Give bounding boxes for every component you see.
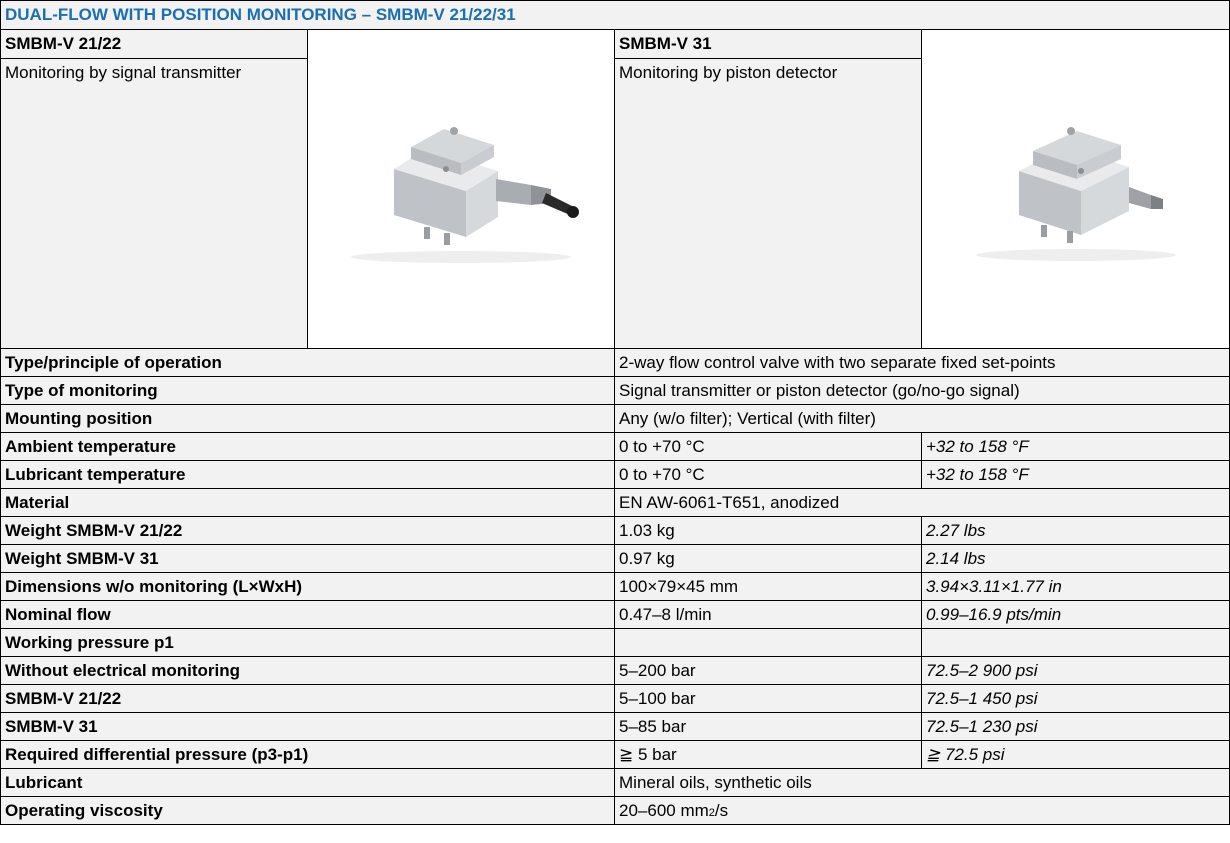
product-image-cell-1 — [308, 30, 615, 349]
valve-with-signal-transmitter-image — [326, 109, 596, 269]
spec-row — [1, 545, 1230, 573]
spec-value-metric: 0.47–8 l/min — [615, 601, 922, 629]
spec-label: Weight SMBM-V 21/22 — [1, 517, 615, 545]
spec-value: Any (w/o filter); Vertical (with filter) — [615, 405, 1230, 433]
spec-row — [1, 377, 1230, 405]
spec-value-metric: 5–85 bar — [615, 713, 922, 741]
spec-value-metric: 1.03 kg — [615, 517, 922, 545]
spec-value-imperial — [922, 629, 1230, 657]
spec-value-metric: 5–100 bar — [615, 685, 922, 713]
spec-row — [1, 489, 1230, 517]
spec-row — [1, 741, 1230, 769]
spec-label: Weight SMBM-V 31 — [1, 545, 615, 573]
spec-value-imperial: +32 to 158 °F — [922, 433, 1230, 461]
product-name-smbm-v-31: SMBM-V 31 — [615, 30, 922, 59]
spec-value-metric: 0 to +70 °C — [615, 433, 922, 461]
spec-value-imperial: 72.5–2 900 psi — [922, 657, 1230, 685]
product-name-smbm-v-21-22: SMBM-V 21/22 — [1, 30, 308, 59]
spec-value-imperial: 0.99–16.9 pts/min — [922, 601, 1230, 629]
spec-value-metric — [615, 629, 922, 657]
spec-row — [1, 797, 1230, 825]
spec-row — [1, 433, 1230, 461]
spec-label: Working pressure p1 — [1, 629, 615, 657]
spec-value-exponent: 2 — [708, 806, 715, 819]
table-title: DUAL-FLOW WITH POSITION MONITORING – SMBM-V 21/22/31 — [1, 1, 1230, 30]
spec-value-suffix: /s — [714, 800, 729, 820]
spec-row — [1, 629, 1230, 657]
spec-label: Lubricant temperature — [1, 461, 615, 489]
spec-label: Ambient temperature — [1, 433, 615, 461]
spec-row — [1, 769, 1230, 797]
spec-value: EN AW-6061-T651, anodized — [615, 489, 1230, 517]
spec-label: Required differential pressure (p3-p1) — [1, 741, 615, 769]
spec-value — [615, 797, 1230, 825]
spec-value-imperial: 72.5–1 230 psi — [922, 713, 1230, 741]
spec-row — [1, 405, 1230, 433]
spec-row — [1, 685, 1230, 713]
valve-with-piston-detector-image — [951, 109, 1201, 269]
spec-row — [1, 713, 1230, 741]
spec-row — [1, 349, 1230, 377]
spec-value-imperial: +32 to 158 °F — [922, 461, 1230, 489]
spec-value: Signal transmitter or piston detector (go/no-go signal) — [615, 377, 1230, 405]
spec-value-metric: 0.97 kg — [615, 545, 922, 573]
spec-label: Lubricant — [1, 769, 615, 797]
spec-value-metric: ≧ 5 bar — [615, 741, 922, 769]
spec-label: Nominal flow — [1, 601, 615, 629]
spec-row — [1, 517, 1230, 545]
spec-label: SMBM-V 31 — [1, 713, 615, 741]
spec-value: 2-way flow control valve with two separate fixed set-points — [615, 349, 1230, 377]
spec-value-imperial: 72.5–1 450 psi — [922, 685, 1230, 713]
spec-value-imperial: 2.14 lbs — [922, 545, 1230, 573]
spec-label: Mounting position — [1, 405, 615, 433]
spec-row — [1, 601, 1230, 629]
spec-row — [1, 461, 1230, 489]
spec-value-imperial: ≧ 72.5 psi — [922, 741, 1230, 769]
spec-row — [1, 657, 1230, 685]
product-description-smbm-v-21-22: Monitoring by signal transmitter — [1, 59, 308, 349]
spec-value-metric: 5–200 bar — [615, 657, 922, 685]
spec-label: Dimensions w/o monitoring (L×WxH) — [1, 573, 615, 601]
spec-label: Without electrical monitoring — [1, 657, 615, 685]
spec-value-metric: 100×79×45 mm — [615, 573, 922, 601]
spec-value-imperial: 2.27 lbs — [922, 517, 1230, 545]
spec-value-main: 20–600 mm — [619, 800, 709, 820]
spec-label: Material — [1, 489, 615, 517]
spec-row — [1, 573, 1230, 601]
spec-label: SMBM-V 21/22 — [1, 685, 615, 713]
spec-label: Type/principle of operation — [1, 349, 615, 377]
spec-label: Type of monitoring — [1, 377, 615, 405]
spec-label: Operating viscosity — [1, 797, 615, 825]
spec-value-metric: 0 to +70 °C — [615, 461, 922, 489]
spec-value: Mineral oils, synthetic oils — [615, 769, 1230, 797]
product-description-smbm-v-31: Monitoring by piston detector — [615, 59, 922, 349]
spec-value-imperial: 3.94×3.11×1.77 in — [922, 573, 1230, 601]
product-image-cell-2 — [922, 30, 1230, 349]
